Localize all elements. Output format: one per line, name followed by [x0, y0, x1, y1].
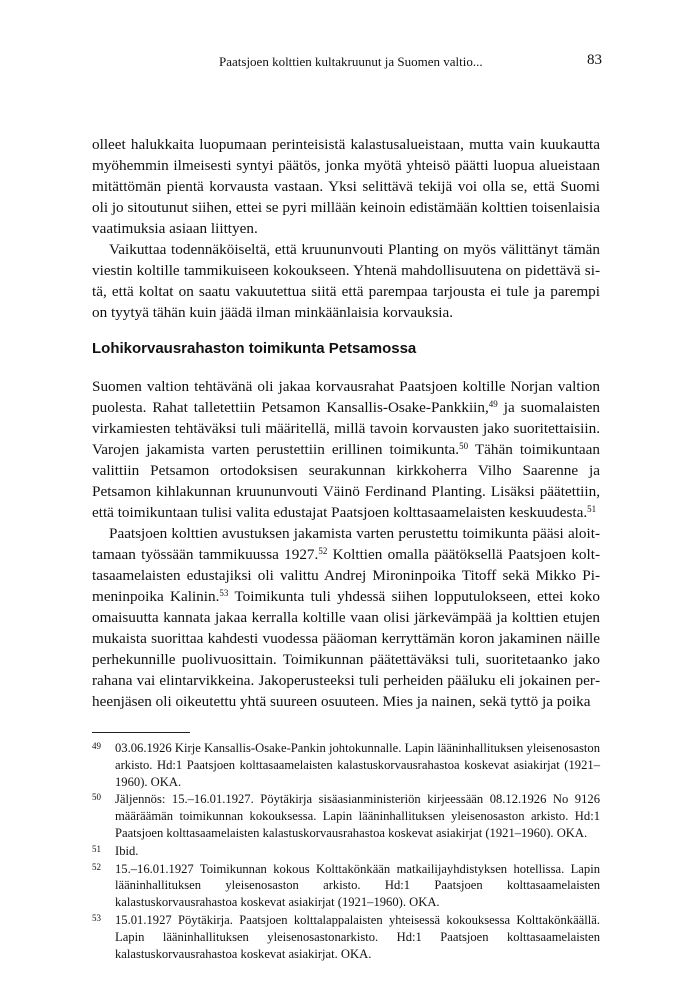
footnote-text: 15.01.1927 Pöytäkirja. Paatsjoen kolttalappalaisten yhteisessä kokouksessa Kolttakönkäällä. Lapin lääninhallituksen yleisenosastonarkisto. Hd:1 Paatsjoen kolttasaamelaisten kalastuskorvausrahastoa koskevat asiakirjat. OKA. [115, 912, 600, 961]
footnote-ref[interactable]: 51 [587, 504, 597, 514]
footnote-text: Ibid. [115, 843, 139, 858]
footnote-ref[interactable]: 49 [488, 399, 498, 409]
footnote [92, 740, 600, 790]
paragraph [92, 523, 600, 712]
paragraph-text: Kolttien omalla päätöksellä Paatsjoen kolttasaamelaisten edustajiksi oli valittu Andrej Mironinpoika Titoff sekä Mikko Pimeninpoika Kalinin. [92, 546, 601, 605]
footnote [92, 912, 600, 962]
footnote [92, 843, 600, 860]
page-number: 83 [587, 52, 602, 68]
footnote [92, 791, 600, 841]
footnote-ref[interactable]: 50 [459, 441, 469, 451]
paragraph-text: ja suomalaisten virkamiesten tehtäväksi tuli määritellä, millä tavoin korvausten jako suoritettaisiin. Varojen jakamista varten perustettiin erillinen toimikunta. [92, 399, 600, 458]
footnote-divider [92, 732, 190, 733]
footnote-ref[interactable]: 52 [318, 546, 328, 556]
paragraph-text: Toimikunta tuli yhdessä siihen lopputulokseen, ettei koko omaisuutta kannata jakaa kerralla koltille vaan olisi järkevämpää ja kolttien etujen mukaista suorittaa kahdesti vuodessa pääoman kerryttämän koron jakaminen näille perhekunnille puolivuosittain. Toimikunnan päätettäväksi tuli, suoritetaanko jako rahana vai elintarvikkeina. Jakoperusteeksi tuli perheiden pääluku eli jokainen perheenjäsen oli oikeutettu yhtä suureen osuuteen. Mies ja nainen, sekä tyttö ja poika [92, 588, 600, 710]
body-text-section-2 [92, 376, 600, 712]
footnote-number: 49 [92, 741, 101, 751]
footnote-text: 15.–16.01.1927 Toimikunnan kokous Kolttakönkään matkailijayhdistyksen hotellissa. Lapin lääninhallituksen yleisenosaston arkisto. Hd:1 Paatsjoen kolttasaamelaisten kalastuskorvausrahastoa koskevat asiakirjat (1921–1960). OKA. [115, 861, 600, 910]
paragraph [92, 376, 600, 523]
footnote-text: Jäljennös: 15.–16.01.1927. Pöytäkirja sisäasianministeriön kirjeessään 08.12.1926 No 9126 määräämän toimikunnan kokouksessa. Lapin lääninhallituksen yleisenosaston arkisto. Hd:1 Paatsjoen kolttasaamelaisten kalastuskorvausrahastoa koskevat asiakirjat (1921–1960). OKA. [115, 792, 600, 840]
footnote-text: 03.06.1926 Kirje Kansallis-Osake-Pankin johtokunnalle. Lapin lääninhallituksen yleisenosaston arkisto. Hd:1 Paatsjoen kolttasaamelaisten kalastuskorvausrahastoa koskevat asiakirjat (1921–1960). OKA. [115, 741, 600, 789]
running-title: Paatsjoen kolttien kultakruunut ja Suomen valtio... [219, 54, 483, 69]
body-text-section-1 [92, 134, 600, 323]
footnote-number: 53 [92, 912, 101, 923]
footnote-number: 52 [92, 861, 101, 872]
paragraph-text: Suomen valtion tehtävänä oli jakaa korvausrahat Paatsjoen koltille Norjan valtion puolesta. Rahat talletettiin Petsamon Kansallis-Osake-Pankkiin, [92, 378, 600, 416]
footnotes [92, 740, 600, 963]
running-header [92, 54, 602, 74]
paragraph: Vaikuttaa todennäköiseltä, että kruununvouti Planting on myös välittänyt tämän viestin koltille tammikuiseen kokoukseen. Yhtenä mahdollisuutena on pidettävä sitä, että koltat on saatu vakuutettua siitä että parempaa tarjousta ei tule ja parempi on tyytyä tähän kuin jäädä ilman minkäänlaisia korvauksia. [92, 241, 600, 321]
footnote [92, 861, 600, 911]
section-heading: Lohikorvausrahaston toimikunta Petsamossa [92, 340, 417, 357]
paragraph-text: Tähän toimikuntaan valittiin Petsamon ortodoksisen seurakunnan kirkkoherra Vilho Saarenne ja Petsamon kihlakunnan kruununvouti Väinö Ferdinand Planting. Lisäksi päätettiin, että toimikuntaan tulisi valita edustajat Paatsjoen kolttasaamelaisten keskuudesta. [92, 441, 600, 521]
paragraph-text: Paatsjoen kolttien avustuksen jakamista varten perustettu toimikunta pääsi aloittamaan työssään tammikuussa 1927. [92, 525, 600, 563]
paragraph: olleet halukkaita luopumaan perinteisistä kalastusalueistaan, mutta vain kuukautta myöhemmin ilmeisesti syntyi päätös, jonka myötä yhteisö päätti luopua alueistaan mitättömän pientä korvausta vastaan. Yksi selittävä tekijä voi olla se, että Suomi oli jo sitoutunut siihen, ettei se pyri millään keinoin edistämään kolttien toisenlaisia vaatimuksia asiaan liittyen. [92, 136, 600, 237]
footnote-ref[interactable]: 53 [219, 588, 229, 598]
footnote-number: 51 [92, 843, 101, 854]
footnote-number: 50 [92, 792, 101, 803]
